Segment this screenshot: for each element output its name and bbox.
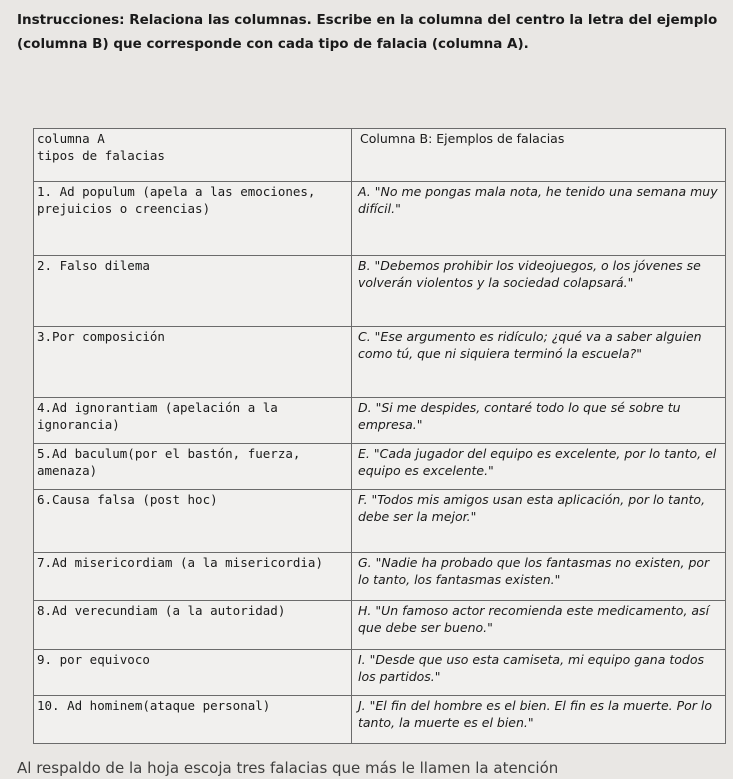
table-row	[34, 444, 726, 490]
header-column-a: columna A tipos de falacias	[34, 129, 352, 182]
fallacy-example: J. "El fin del hombre es el bien. El fin es la muerte. Por lo tanto, la muerte es el bien."	[352, 695, 726, 743]
table-row	[34, 398, 726, 444]
fallacy-example: B. "Debemos prohibir los videojuegos, o los jóvenes se volverán violentos y la sociedad colapsará."	[352, 255, 726, 326]
fallacy-type: 4.Ad ignorantiam (apelación a la ignorancia)	[34, 398, 352, 444]
table-row	[34, 649, 726, 695]
table-row	[34, 255, 726, 326]
fallacy-example: F. "Todos mis amigos usan esta aplicación, por lo tanto, debe ser la mejor."	[352, 490, 726, 553]
fallacy-example: C. "Ese argumento es ridículo; ¿qué va a saber alguien como tú, que ni siquiera terminó la escuela?"	[352, 326, 726, 397]
footer-instruction: Al respaldo de la hoja escoja tres falacias que más le llamen la atención	[17, 759, 559, 777]
table-row	[34, 182, 726, 255]
fallacy-type: 6.Causa falsa (post hoc)	[34, 490, 352, 553]
fallacy-example: D. "Si me despides, contaré todo lo que sé sobre tu empresa."	[352, 398, 726, 444]
fallacy-example: I. "Desde que uso esta camiseta, mi equipo gana todos los partidos."	[352, 649, 726, 695]
fallacy-type: 3.Por composición	[34, 326, 352, 397]
fallacy-example: A. "No me pongas mala nota, he tenido una semana muy difícil."	[352, 182, 726, 255]
fallacy-type: 9. por equivoco	[34, 649, 352, 695]
fallacy-type: 1. Ad populum (apela a las emociones, prejuicios o creencias)	[34, 182, 352, 255]
table-header-row	[34, 129, 726, 182]
fallacy-type: 10. Ad hominem(ataque personal)	[34, 695, 352, 743]
table-row	[34, 553, 726, 601]
fallacy-example: G. "Nadie ha probado que los fantasmas no existen, por lo tanto, los fantasmas existen."	[352, 553, 726, 601]
instructions-text: Relaciona las columnas. Escribe en la columna del centro la letra del ejemplo (columna B) que corresponde con cada tipo de falacia (columna A).	[17, 12, 718, 52]
fallacy-type: 7.Ad misericordiam (a la misericordia)	[34, 553, 352, 601]
header-column-b: Columna B: Ejemplos de falacias	[352, 129, 726, 182]
fallacy-example: H. "Un famoso actor recomienda este medicamento, así que debe ser bueno."	[352, 601, 726, 649]
instructions	[17, 8, 727, 56]
instructions-lead: Instrucciones:	[17, 12, 125, 28]
fallacy-type: 2. Falso dilema	[34, 255, 352, 326]
fallacy-type: 8.Ad verecundiam (a la autoridad)	[34, 601, 352, 649]
fallacy-example: E. "Cada jugador del equipo es excelente, por lo tanto, el equipo es excelente."	[352, 444, 726, 490]
table-row	[34, 326, 726, 397]
table-row	[34, 601, 726, 649]
fallacy-type: 5.Ad baculum(por el bastón, fuerza, amenaza)	[34, 444, 352, 490]
fallacy-table	[33, 128, 725, 744]
table-row	[34, 695, 726, 743]
table-row	[34, 490, 726, 553]
